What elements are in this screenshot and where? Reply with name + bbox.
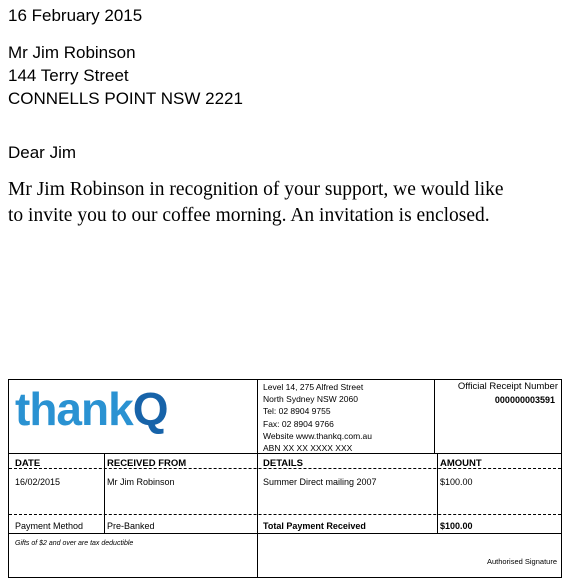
header-details: DETAILS: [263, 458, 303, 469]
org-suburb-line: North Sydney NSW 2060: [263, 394, 358, 405]
header-received-from: RECEIVED FROM: [107, 458, 187, 469]
body-line: Mr Jim Robinson in recognition of your support, we would like: [8, 179, 504, 200]
recipient-address: [8, 41, 243, 110]
receipt-number-label: Official Receipt Number: [457, 381, 558, 392]
row-date: 16/02/2015: [15, 477, 61, 487]
row-amount: $100.00: [440, 477, 473, 487]
row-received-from: Mr Jim Robinson: [107, 477, 175, 487]
org-website: Website www.thankq.com.au: [263, 430, 372, 441]
receipt-number: 000000003591: [494, 395, 555, 405]
divider: [104, 453, 105, 533]
address-line-name: Mr Jim Robinson: [8, 43, 136, 62]
thankq-logo: thankQ: [15, 383, 168, 435]
payment-method-label: Payment Method: [15, 521, 84, 531]
salutation: Dear Jim: [8, 143, 77, 162]
tax-note: Gifts of $2 and over are tax deductible: [15, 540, 134, 547]
divider: [9, 533, 561, 534]
letter-date: 16 February 2015: [8, 6, 143, 25]
row-details: Summer Direct mailing 2007: [263, 477, 377, 487]
total-label: Total Payment Received: [263, 521, 366, 531]
total-amount: $100.00: [440, 521, 473, 531]
divider: [434, 380, 435, 453]
header-date: DATE: [15, 458, 41, 469]
payment-method: Pre-Banked: [107, 521, 155, 531]
divider: [257, 453, 258, 577]
body-line: to invite you to our coffee morning. An invitation is enclosed.: [8, 205, 490, 226]
org-fax: Fax: 02 8904 9766: [263, 418, 334, 429]
divider: [257, 380, 258, 453]
org-abn: ABN XX XX XXXX XXX: [263, 443, 353, 454]
org-phone: Tel: 02 8904 9755: [263, 406, 331, 417]
address-line-street: 144 Terry Street: [8, 66, 129, 85]
address-line-suburb: CONNELLS POINT NSW 2221: [8, 89, 243, 108]
logo-mark: Q: [132, 383, 168, 435]
letter-body: [8, 177, 570, 229]
header-amount: AMOUNT: [440, 458, 482, 469]
organisation-details: [263, 381, 372, 454]
dashed-divider: [9, 514, 561, 515]
receipt-panel: [8, 379, 562, 578]
divider: [437, 453, 438, 533]
org-address-line: Level 14, 275 Alfred Street: [263, 382, 364, 392]
authorised-signature-label: Authorised Signature: [486, 557, 557, 566]
